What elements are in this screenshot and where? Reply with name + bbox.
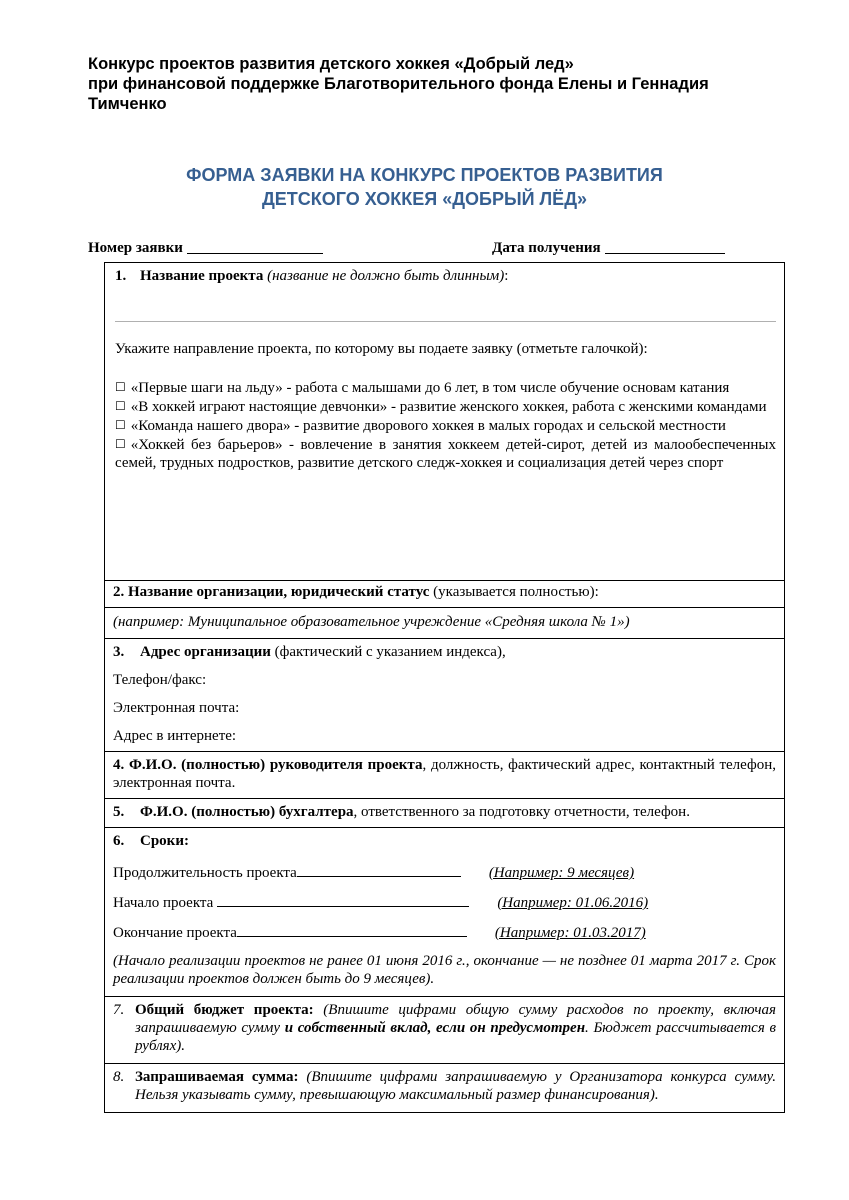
- received-date-label: Дата получения: [492, 240, 601, 256]
- section-1-title: Название проекта: [140, 268, 264, 284]
- form-title-line-2: ДЕТСКОГО ХОККЕЯ «ДОБРЫЙ ЛЁД»: [261, 189, 588, 209]
- section-3-title: Адрес организации: [140, 644, 271, 660]
- section-2-title: 2. Название организации, юридический статус: [113, 584, 430, 600]
- received-date: [492, 239, 725, 257]
- section-requested-amount: [105, 1064, 784, 1113]
- end-row: [113, 922, 776, 942]
- section-7-note-a: (Впишите цифрами общую сумму расходов по проекту, включая запрашиваемую сумму: [135, 1002, 776, 1036]
- section-6-number: 6.: [113, 833, 125, 849]
- section-5-number: 5.: [113, 804, 125, 820]
- received-date-field[interactable]: [605, 239, 725, 254]
- duration-field[interactable]: [297, 862, 461, 877]
- end-date-field[interactable]: [237, 922, 467, 937]
- section-6-title: Сроки:: [140, 833, 189, 849]
- project-name-field[interactable]: [115, 321, 776, 322]
- website-field-label: Адрес в интернете:: [113, 728, 237, 744]
- direction-prompt: Укажите направление проекта, по которому вы подаете заявку (отметьте галочкой):: [115, 341, 648, 357]
- header-line-2: при финансовой поддержке Благотворительного фонда Елены и Геннадия: [88, 75, 709, 93]
- section-2-heading: [105, 581, 784, 608]
- section-5-note: , ответственного за подготовку отчетности, телефон.: [353, 804, 690, 820]
- section-8-note: (Впишите цифрами запрашиваемую у Организатора конкурса сумму. Нельзя указывать сумму, превышающую максимальный размер финансирования).: [135, 1069, 776, 1103]
- section-7-title: Общий бюджет проекта:: [135, 1002, 314, 1018]
- direction-option-3-label: «Команда нашего двора» - развитие дворового хоккея в малых городах и сельской местности: [130, 418, 726, 434]
- section-2-example: (например: Муниципальное образовательное учреждение «Средняя школа № 1»): [113, 614, 630, 630]
- direction-option-1[interactable]: [115, 378, 776, 397]
- section-7-note-c: . Бюджет рассчитывается в рублях).: [135, 1020, 776, 1054]
- section-7-note-b: и собственный вклад, если он предусмотрен: [284, 1020, 586, 1036]
- direction-option-3[interactable]: [115, 416, 776, 435]
- form-title-line-1: ФОРМА ЗАЯВКИ НА КОНКУРС ПРОЕКТОВ РАЗВИТИЯ: [186, 165, 663, 185]
- start-row: [113, 892, 776, 912]
- section-5-title: Ф.И.О. (полностью) бухгалтера: [140, 804, 354, 820]
- section-8-title: Запрашиваемая сумма:: [135, 1069, 299, 1085]
- application-number-field[interactable]: [187, 239, 323, 254]
- section-1-colon: :: [504, 268, 509, 284]
- section-project-name: [105, 263, 784, 581]
- checkbox-icon[interactable]: ☐: [115, 380, 126, 394]
- start-date-field[interactable]: [217, 892, 469, 907]
- end-label: Окончание проекта: [113, 925, 237, 941]
- section-address: [105, 639, 784, 752]
- application-form: [104, 262, 785, 1113]
- header-line-1: Конкурс проектов развития детского хоккея «Добрый лед»: [88, 55, 574, 73]
- application-number-label: Номер заявки: [88, 240, 183, 256]
- direction-option-1-label: «Первые шаги на льду» - работа с малышами до 6 лет, в том числе обучение основам катания: [130, 380, 730, 396]
- section-1-note: (название не должно быть длинным): [267, 268, 505, 284]
- phone-field-label: Телефон/факс:: [113, 672, 207, 688]
- header-line-3: Тимченко: [88, 95, 167, 113]
- checkbox-icon[interactable]: ☐: [115, 418, 126, 432]
- direction-option-4-label: «Хоккей без барьеров» - вовлечение в занятия хоккеем детей-сирот, детей из малообеспеченных семей, трудных подростков, развитие детского следж-хоккея и социализация детей через спорт: [115, 437, 776, 471]
- duration-label: Продолжительность проекта: [113, 865, 297, 881]
- section-3-note: (фактический с указанием индекса),: [270, 644, 506, 660]
- section-3-number: 3.: [113, 644, 125, 660]
- direction-option-4[interactable]: [115, 435, 776, 472]
- duration-example: (Например: 9 месяцев): [488, 865, 635, 881]
- terms-note: (Начало реализации проектов не ранее 01 июня 2016 г., окончание — не позднее 01 марта 2017 г. Срок реализации проектов должен быть до 9 месяцев).: [113, 953, 776, 987]
- section-organization: [105, 581, 784, 639]
- section-2-note: (указывается полностью):: [429, 584, 599, 600]
- end-example: (Например: 01.03.2017): [494, 925, 646, 941]
- section-budget: [105, 997, 784, 1064]
- checkbox-icon[interactable]: ☐: [115, 437, 126, 451]
- checkbox-icon[interactable]: ☐: [115, 399, 126, 413]
- section-accountant: [105, 799, 784, 828]
- direction-option-2[interactable]: [115, 397, 776, 416]
- section-1-number: 1.: [115, 268, 127, 284]
- start-example: (Например: 01.06.2016): [497, 895, 649, 911]
- section-project-manager: [105, 752, 784, 799]
- direction-option-2-label: «В хоккей играют настоящие девчонки» - развитие женского хоккея, работа с женскими командами: [130, 399, 767, 415]
- section-4-note: , должность, фактический адрес, контактный телефон, электронная почта.: [113, 757, 776, 791]
- section-4-title: 4. Ф.И.О. (полностью) руководителя проекта: [113, 757, 423, 773]
- section-7-number: 7.: [113, 1002, 125, 1018]
- form-title: [0, 163, 849, 211]
- email-field-label: Электронная почта:: [113, 700, 240, 716]
- section-terms: [105, 828, 784, 997]
- duration-row: [113, 862, 776, 882]
- section-8-number: 8.: [113, 1069, 125, 1085]
- start-label: Начало проекта: [113, 895, 214, 911]
- document-header: [88, 54, 788, 114]
- application-number: [88, 239, 323, 257]
